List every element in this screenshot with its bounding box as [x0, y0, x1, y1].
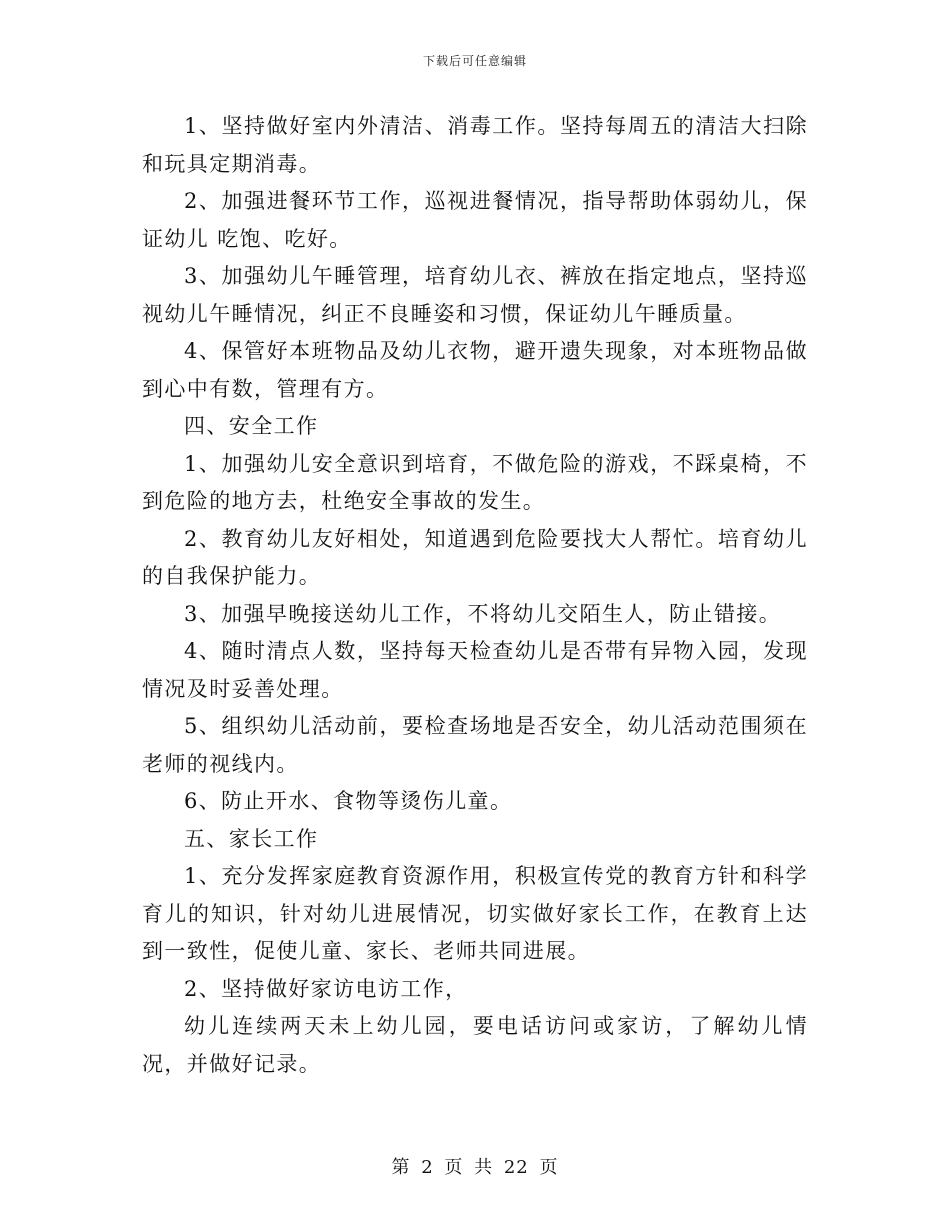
- paragraph: 5、组织幼儿活动前，要检查场地是否安全，幼儿活动范围须在老师的视线内。: [142, 714, 808, 776]
- section-heading-safety: 四、安全工作: [184, 414, 319, 438]
- section-heading-parents: 五、家长工作: [184, 826, 319, 851]
- page-header-note: 下载后可任意编辑: [422, 54, 527, 68]
- paragraph: 2、教育幼儿友好相处，知道遇到危险要找大人帮忙。培育幼儿的自我保护能力。: [142, 526, 808, 588]
- document-body: [142, 108, 808, 1083]
- paragraph: 6、防止开水、食物等烫伤儿童。: [184, 789, 513, 813]
- paragraph: 4、随时清点人数，坚持每天检查幼儿是否带有异物入园，发现情况及时妥善处理。: [142, 639, 808, 701]
- paragraph: 幼儿连续两天未上幼儿园，要电话访问或家访，了解幼儿情况，并做好记录。: [142, 1014, 808, 1076]
- paragraph: 3、加强早晚接送幼儿工作，不将幼儿交陌生人，防止错接。: [184, 601, 782, 626]
- paragraph: 1、坚持做好室内外清洁、消毒工作。坚持每周五的清洁大扫除和玩具定期消毒。: [142, 114, 808, 176]
- paragraph: 2、加强进餐环节工作，巡视进餐情况，指导帮助体弱幼儿，保证幼儿 吃饱、吃好。: [142, 189, 808, 251]
- page-number-footer: 第 2 页 共 22 页: [391, 1157, 559, 1178]
- paragraph: 1、充分发挥家庭教育资源作用，积极宣传党的教育方针和科学育儿的知识，针对幼儿进展情况，切实做好家长工作，在教育上达到一致性，促使儿童、家长、老师共同进展。: [142, 864, 808, 963]
- paragraph: 4、保管好本班物品及幼儿衣物，避开遗失现象，对本班物品做到心中有数，管理有方。: [142, 339, 808, 401]
- paragraph: 1、加强幼儿安全意识到培育，不做危险的游戏，不踩桌椅，不到危险的地方去，杜绝安全事故的发生。: [142, 451, 808, 513]
- paragraph: 3、加强幼儿午睡管理，培育幼儿衣、裤放在指定地点，坚持巡视幼儿午睡情况，纠正不良睡姿和习惯，保证幼儿午睡质量。: [142, 264, 808, 326]
- paragraph: 2、坚持做好家访电访工作，: [184, 976, 468, 1001]
